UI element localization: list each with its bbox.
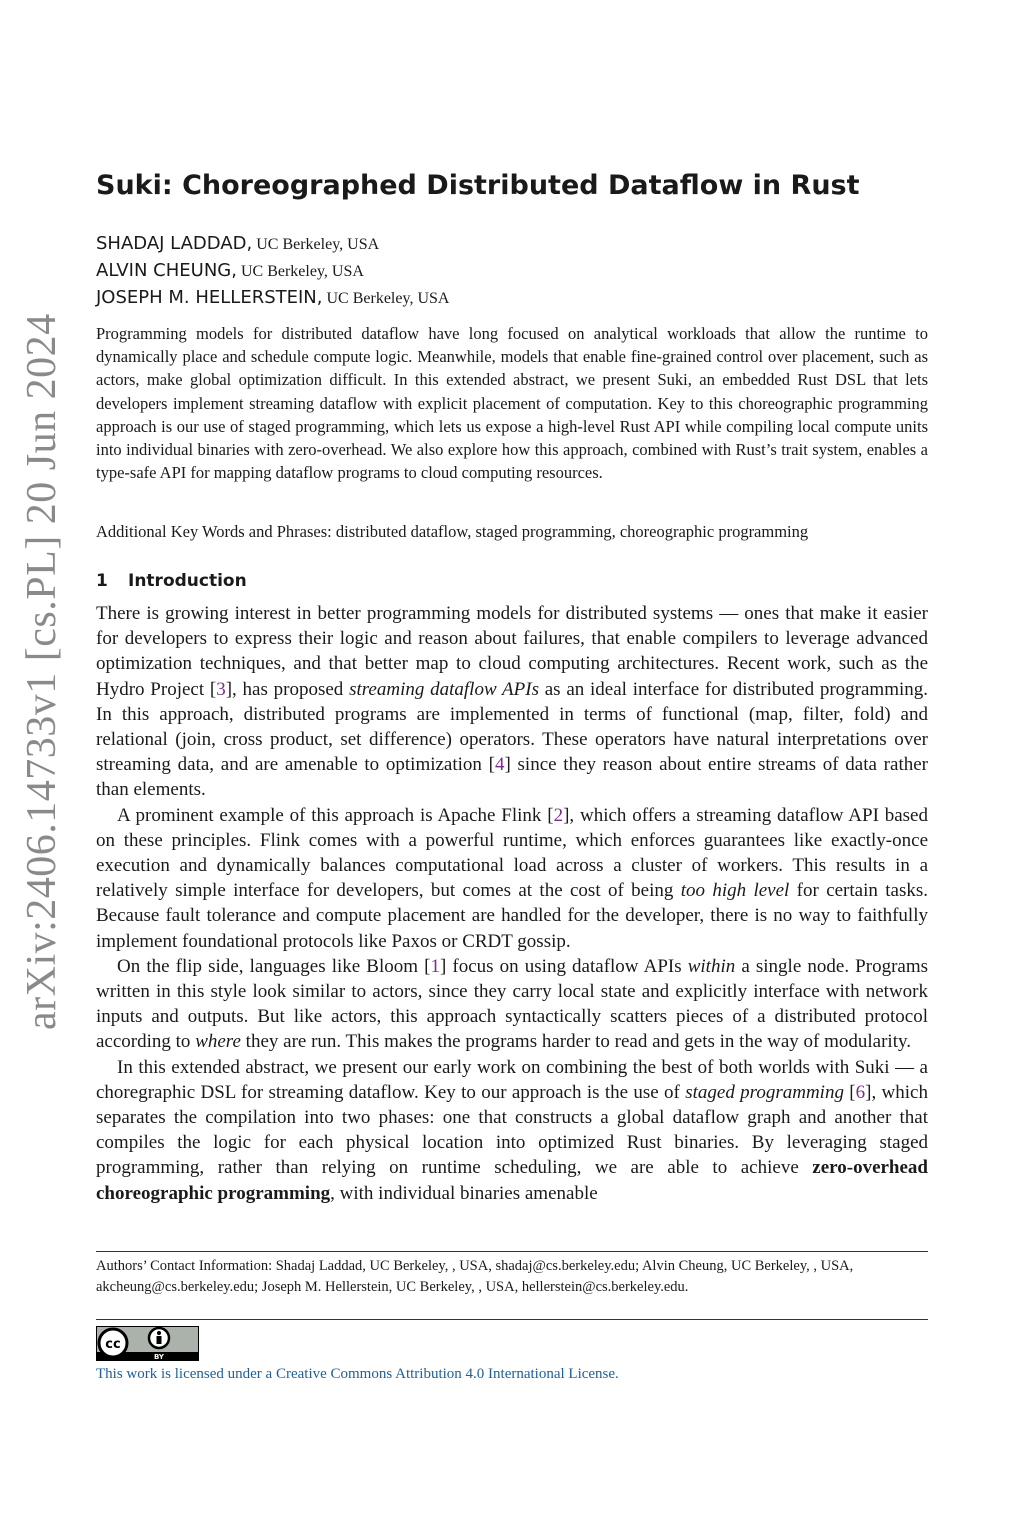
section-heading	[96, 571, 247, 591]
citation-link[interactable]: 1	[430, 955, 440, 977]
section-title: Introduction	[128, 571, 247, 591]
section-number: 1	[96, 571, 108, 591]
citation-link[interactable]: 4	[494, 754, 505, 776]
keywords: Additional Key Words and Phrases: distributed dataflow, staged programming, choreographic programming	[96, 522, 809, 541]
citation-link[interactable]: 6	[855, 1081, 866, 1103]
svg-text:BY: BY	[153, 1353, 165, 1361]
author-affiliation: UC Berkeley, USA	[256, 236, 380, 253]
author-entry	[96, 257, 928, 284]
author-entry	[96, 284, 928, 311]
author-affiliation: UC Berkeley, USA	[326, 290, 450, 307]
paragraph: In this extended abstract, we present our early work on combining the best of both worlds with Suki — a choregraphic DSL for streaming dataflow. Key to our approach is the use of staged programming [6], which separates the compilation into two phases: one that constructs a global dataflow graph and another that compiles the logic for each physical location into optimized Rust binaries. By leveraging staged programming, rather than relying on runtime scheduling, we are able to achieve zero-overhead choreographic programming, with individual binaries amenable	[96, 1056, 928, 1204]
author-name: JOSEPH M. HELLERSTEIN,	[96, 287, 323, 308]
arxiv-stamp: arXiv:2406.14733v1 [cs.PL] 20 Jun 2024	[19, 313, 65, 1030]
license-divider	[96, 1319, 928, 1320]
svg-text:cc: cc	[105, 1337, 121, 1352]
author-name: ALVIN CHEUNG,	[96, 260, 237, 281]
author-affiliation: UC Berkeley, USA	[240, 263, 364, 280]
footnote-divider	[96, 1251, 928, 1252]
footnote-contact-info: Authors’ Contact Information: Shadaj Laddad, UC Berkeley, , USA, shadaj@cs.berkeley.edu; Alvin Cheung, UC Berkeley, , USA, akcheung@cs.berkeley.edu; Joseph M. Hellerstein, UC Berkeley, , USA, hellerstein@cs.berkeley.edu.	[96, 1258, 854, 1295]
paper-title: Suki: Choreographed Distributed Dataflow in Rust	[96, 170, 860, 201]
author-list	[96, 230, 928, 311]
paragraph: There is growing interest in better programming models for distributed systems — ones that make it easier for developers to express their logic and reason about failures, that enable compilers to leverage advanced optimization techniques, and that better map to cloud computing architectures. Recent work, such as the Hydro Project [3], has proposed streaming dataflow APIs as an ideal interface for distributed programming. In this approach, distributed programs are implemented in terms of functional (map, filter, fold) and relational (join, cross product, set difference) operators. These operators have natural interpretations over streaming data, and are amenable to optimization [4] since they reason about entire streams of data rather than elements.	[96, 603, 929, 801]
body-text	[96, 601, 928, 1206]
citation-link[interactable]: 3	[216, 678, 226, 700]
abstract: Programming models for distributed dataflow have long focused on analytical workloads that allow the runtime to dynamically place and schedule compute logic. Meanwhile, models that enable fine-grained control over placement, such as actors, make global optimization difficult. In this extended abstract, we present Suki, an embedded Rust DSL that lets developers implement streaming dataflow with explicit placement of computation. Key to this choreographic programming approach is our use of staged programming, which lets us expose a high-level Rust API while compiling local compute units into individual binaries with zero-overhead. We also explore how this approach, combined with Rust’s trait system, enables a type-safe API for mapping dataflow programs to cloud computing resources.	[96, 324, 928, 483]
paragraph: A prominent example of this approach is Apache Flink [2], which offers a streaming dataflow API based on these principles. Flink comes with a powerful runtime, which enforces guarantees like exactly-once execution and dynamically balances computational load across a cluster of workers. This results in a relatively simple interface for developers, but comes at the cost of being too high level for certain tasks. Because fault tolerance and compute placement are handled for the developer, there is no way to faithfully implement foundational protocols like Paxos or CRDT gossip.	[96, 804, 928, 952]
citation-link[interactable]: 2	[553, 804, 564, 826]
author-name: SHADAJ LADDAD,	[96, 233, 253, 254]
license-link[interactable]: This work is licensed under a Creative Commons Attribution 4.0 International License.	[96, 1366, 619, 1382]
cc-by-license-icon[interactable]	[96, 1326, 199, 1361]
author-entry	[96, 230, 928, 257]
paragraph: On the flip side, languages like Bloom [1] focus on using dataflow APIs within a single node. Programs written in this style look similar to actors, since they carry local state and explicitly interface with network inputs and outputs. But like actors, this approach syntactically scatters pieces of a distributed protocol according to where they are run. This makes the programs harder to read and gets in the way of modularity.	[96, 955, 928, 1053]
